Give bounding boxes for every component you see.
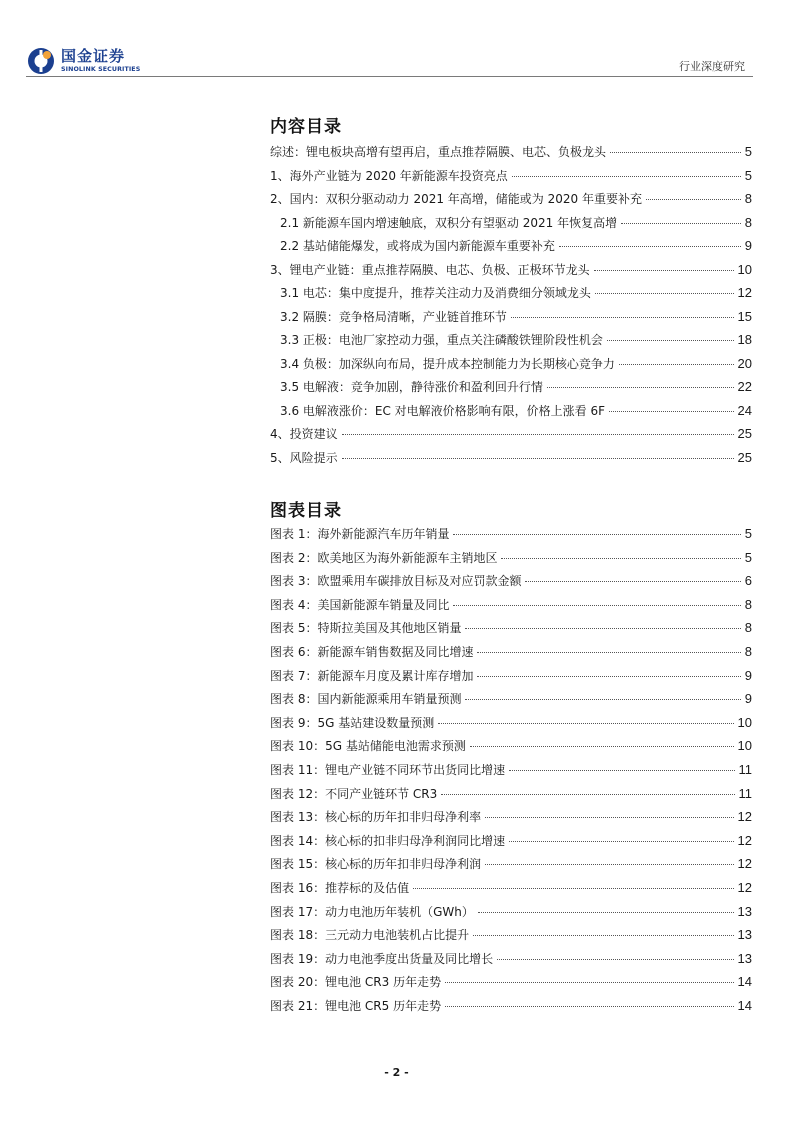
entry-page-number: 25	[737, 426, 752, 441]
toc-entry[interactable]	[270, 379, 752, 403]
figure-entry[interactable]	[270, 668, 752, 692]
toc-entry[interactable]	[270, 450, 752, 474]
page-number: - 2 -	[384, 1066, 409, 1079]
dot-leader	[453, 534, 740, 535]
entry-title: 3.2 隔膜：竞争格局清晰，产业链首推环节	[280, 309, 507, 324]
toc-entry[interactable]	[270, 332, 752, 356]
dot-leader	[342, 458, 734, 459]
figure-entry[interactable]	[270, 974, 752, 998]
dot-leader	[594, 270, 734, 271]
entry-title: 2.1 新能源车国内增速触底，双积分有望驱动 2021 年恢复高增	[280, 215, 618, 230]
entry-title: 图表 2：欧美地区为海外新能源车主销地区	[270, 550, 498, 565]
toc-entry[interactable]	[270, 215, 752, 239]
entry-page-number: 22	[737, 379, 752, 394]
figure-entry[interactable]	[270, 951, 752, 975]
entry-title: 图表 17：动力电池历年装机（GWh）	[270, 904, 474, 919]
entry-page-number: 25	[737, 449, 752, 465]
figure-entry[interactable]	[270, 738, 752, 762]
dot-leader	[342, 434, 734, 435]
figure-entry[interactable]	[270, 998, 752, 1022]
toc-entry[interactable]	[270, 403, 752, 427]
entry-title: 图表 6：新能源车销售数据及同比增速	[270, 644, 474, 659]
entry-page-number: 5	[744, 144, 752, 159]
entry-title: 图表 16：推荐标的及估值	[270, 880, 410, 895]
entry-title: 图表 4：美国新能源车销量及同比	[270, 597, 450, 612]
dot-leader	[607, 340, 734, 341]
entry-page-number: 5	[744, 167, 752, 183]
logo-chinese-name: 国金证券	[61, 47, 126, 65]
dot-leader	[595, 293, 734, 294]
figure-entry[interactable]	[270, 691, 752, 715]
figure-entry[interactable]	[270, 809, 752, 833]
figure-entry[interactable]	[270, 573, 752, 597]
dot-leader	[610, 152, 741, 153]
entry-title: 图表 12：不同产业链环节 CR3	[270, 786, 438, 801]
dot-leader	[485, 864, 733, 865]
figure-entry[interactable]	[270, 620, 752, 644]
entry-title: 3.1 电芯：集中度提升，推荐关注动力及消费细分领域龙头	[280, 286, 591, 300]
entry-title: 图表 21：锂电池 CR5 历年走势	[270, 998, 442, 1013]
figure-entry[interactable]	[270, 880, 752, 904]
dot-leader	[413, 888, 733, 889]
figure-entry[interactable]	[270, 715, 752, 739]
dot-leader	[525, 581, 740, 582]
entry-title: 2.2 基站储能爆发，或将成为国内新能源车重要补充	[280, 239, 555, 253]
figure-entry[interactable]	[270, 786, 752, 810]
toc-entry[interactable]	[270, 426, 752, 450]
entry-title: 1、海外产业链为 2020 年新能源车投资亮点	[270, 168, 508, 183]
entry-page-number: 12	[737, 879, 752, 895]
entry-page-number: 9	[744, 238, 752, 253]
dot-leader	[438, 723, 733, 724]
entry-title: 4、投资建议	[270, 427, 338, 441]
dot-leader	[497, 959, 733, 960]
dot-leader	[445, 1006, 733, 1007]
figures-title: 图表目录	[270, 501, 342, 521]
figure-entry[interactable]	[270, 833, 752, 857]
entry-title: 图表 18：三元动力电池装机占比提升	[270, 928, 470, 943]
dot-leader	[445, 982, 733, 983]
entry-title: 3.4 负极：加深纵向布局，提升成本控制能力为长期核心竞争力	[280, 356, 615, 371]
dot-leader	[509, 770, 734, 771]
company-logo	[26, 46, 140, 76]
entry-title: 图表 14：核心标的扣非归母净利润同比增速	[270, 833, 506, 848]
entry-page-number: 20	[737, 355, 752, 371]
entry-page-number: 12	[737, 856, 752, 872]
toc-entry[interactable]	[270, 191, 752, 215]
toc-entry[interactable]	[270, 168, 752, 192]
entry-page-number: 14	[737, 997, 752, 1013]
entry-title: 图表 10：5G 基站储能电池需求预测	[270, 739, 466, 754]
toc-entry[interactable]	[270, 285, 752, 309]
entry-title: 图表 13：核心标的历年扣非归母净利率	[270, 810, 482, 825]
entry-title: 图表 8：国内新能源乘用车销量预测	[270, 692, 462, 707]
entry-title: 图表 15：核心标的历年扣非归母净利润	[270, 857, 482, 872]
entry-title: 图表 1：海外新能源汽车历年销量	[270, 527, 450, 541]
report-type-label: 行业深度研究	[679, 60, 745, 73]
toc-entry[interactable]	[270, 356, 752, 380]
entry-page-number: 5	[744, 549, 752, 565]
toc-entry[interactable]	[270, 238, 752, 262]
figure-entry[interactable]	[270, 550, 752, 574]
entry-page-number: 24	[737, 402, 752, 418]
entry-title: 图表 7：新能源车月度及累计库存增加	[270, 668, 474, 683]
entry-page-number: 10	[737, 261, 752, 277]
figure-entry[interactable]	[270, 904, 752, 928]
dot-leader	[509, 841, 733, 842]
entry-page-number: 15	[737, 308, 752, 324]
figure-entry[interactable]	[270, 597, 752, 621]
entry-page-number: 12	[737, 809, 752, 825]
dot-leader	[465, 699, 740, 700]
figure-entry[interactable]	[270, 927, 752, 951]
entry-title: 2、国内：双积分驱动动力 2021 年高增，储能或为 2020 年重要补充	[270, 192, 642, 206]
dot-leader	[619, 364, 734, 365]
logo-mark-icon	[26, 46, 56, 76]
entry-title: 3.3 正极：电池厂家控动力强，重点关注磷酸铁锂阶段性机会	[280, 333, 603, 347]
dot-leader	[477, 676, 740, 677]
entry-page-number: 8	[744, 191, 752, 206]
header-divider	[26, 76, 753, 77]
entry-page-number: 8	[744, 620, 752, 636]
contents-list	[270, 144, 752, 473]
entry-page-number: 11	[738, 761, 752, 777]
dot-leader	[478, 912, 734, 913]
entry-page-number: 9	[744, 667, 752, 683]
dot-leader	[609, 411, 734, 412]
entry-title: 3.6 电解液涨价：EC 对电解液价格影响有限，价格上涨看 6F	[280, 403, 606, 418]
entry-page-number: 14	[737, 974, 752, 990]
toc-entry[interactable]	[270, 309, 752, 333]
dot-leader	[465, 628, 740, 629]
dot-leader	[547, 387, 734, 388]
entry-title: 图表 9：5G 基站建设数量预测	[270, 715, 435, 730]
toc-entry[interactable]	[270, 262, 752, 286]
entry-title: 图表 19：动力电池季度出货量及同比增长	[270, 951, 494, 966]
dot-leader	[473, 935, 733, 936]
entry-page-number: 10	[737, 738, 752, 754]
entry-title: 图表 5：特斯拉美国及其他地区销量	[270, 621, 462, 636]
entry-title: 图表 20：锂电池 CR3 历年走势	[270, 975, 442, 990]
figures-list	[270, 526, 752, 1021]
dot-leader	[477, 652, 740, 653]
entry-title: 3.5 电解液：竞争加剧，静待涨价和盈利回升行情	[280, 380, 543, 394]
logo-english-name: SINOLINK SECURITIES	[61, 66, 141, 73]
figure-entry[interactable]	[270, 856, 752, 880]
entry-title: 图表 11：锂电产业链不同环节出货同比增速	[270, 762, 506, 777]
entry-page-number: 5	[744, 526, 752, 541]
dot-leader	[485, 817, 733, 818]
entry-page-number: 13	[737, 950, 752, 966]
dot-leader	[470, 746, 734, 747]
dot-leader	[453, 605, 740, 606]
entry-page-number: 13	[737, 927, 752, 943]
entry-title: 5、风险提示	[270, 450, 338, 465]
figure-entry[interactable]	[270, 526, 752, 550]
dot-leader	[511, 317, 734, 318]
entry-page-number: 6	[744, 573, 752, 589]
entry-page-number: 8	[744, 214, 752, 230]
entry-page-number: 8	[744, 643, 752, 659]
entry-title: 图表 3：欧盟乘用车碳排放目标及对应罚款金额	[270, 574, 522, 589]
dot-leader	[646, 199, 741, 200]
entry-title: 3、锂电产业链：重点推荐隔膜、电芯、负极、正极环节龙头	[270, 262, 590, 277]
toc-entry[interactable]	[270, 144, 752, 168]
entry-page-number: 10	[737, 714, 752, 730]
figure-entry[interactable]	[270, 644, 752, 668]
entry-page-number: 12	[737, 832, 752, 848]
entry-page-number: 18	[737, 332, 752, 347]
entry-title: 综述：锂电板块高增有望再启，重点推荐隔膜、电芯、负极龙头	[270, 145, 607, 159]
contents-title: 内容目录	[270, 117, 342, 137]
dot-leader	[441, 794, 734, 795]
entry-page-number: 13	[737, 903, 752, 919]
figure-entry[interactable]	[270, 762, 752, 786]
entry-page-number: 9	[744, 691, 752, 707]
entry-page-number: 11	[738, 785, 752, 801]
dot-leader	[559, 246, 741, 247]
entry-page-number: 12	[737, 285, 752, 300]
dot-leader	[512, 176, 741, 177]
dot-leader	[621, 223, 741, 224]
dot-leader	[501, 558, 740, 559]
entry-page-number: 8	[744, 596, 752, 612]
